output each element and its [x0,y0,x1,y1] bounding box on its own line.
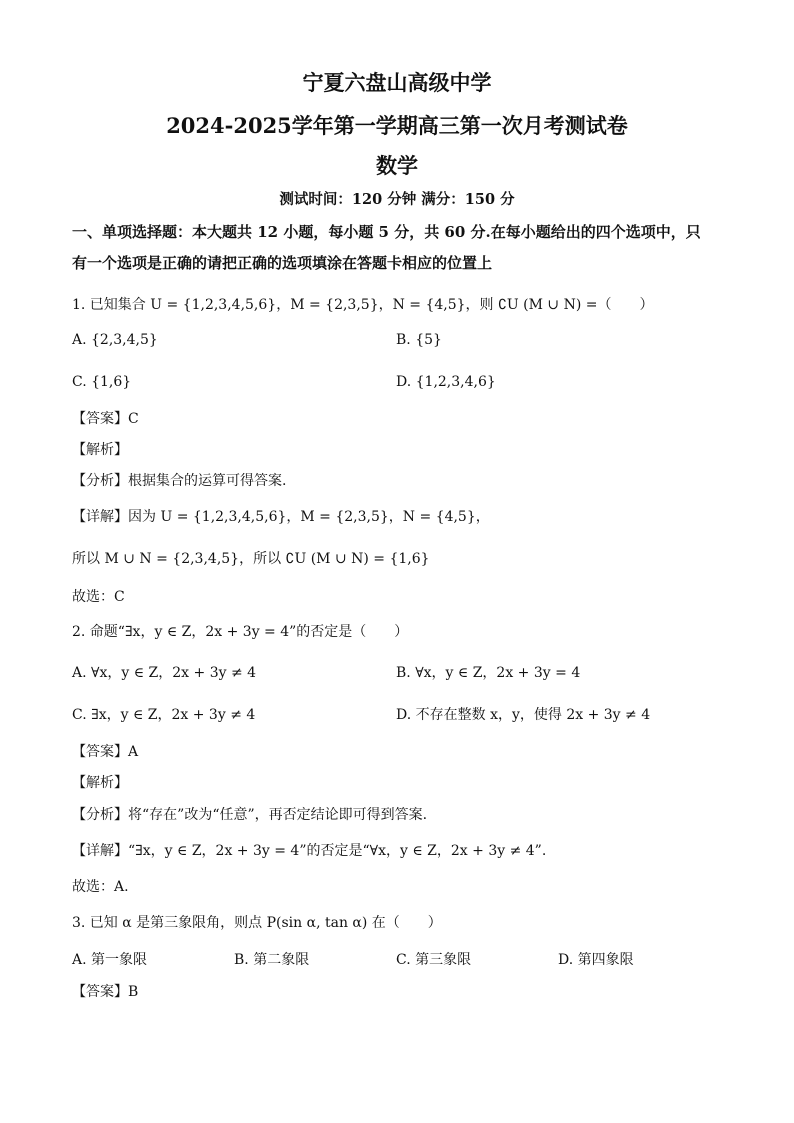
question-3-option-d: D. 第四象限 [558,952,634,968]
question-2-option-c: C. ∃x，y ∈ Z，2x + 3y ≠ 4 [72,707,256,723]
question-2-jiexi-label: 【解析】 [72,775,128,791]
question-1-answer: 【答案】C [72,411,139,427]
question-2-option-b: B. ∀x，y ∈ Z，2x + 3y = 4 [396,665,581,681]
question-2-option-d: D. 不存在整数 x，y，使得 2x + 3y ≠ 4 [396,707,651,723]
question-1-jiexi-label: 【解析】 [72,442,128,458]
question-3-option-c: C. 第三象限 [396,952,472,968]
question-3-option-b: B. 第二象限 [234,952,310,968]
question-2-stem: 2. 命题“∃x，y ∈ Z，2x + 3y = 4”的否定是（ ） [72,624,409,640]
question-1-option-d: D. {1,2,3,4,6} [396,374,496,390]
question-1-conclusion: 故选：C [72,589,125,605]
exam-title: 2024-2025学年第一学期高三第一次月考测试卷 [166,113,628,138]
section-heading-line2: 有一个选项是正确的请把正确的选项填涂在答题卡相应的位置上 [72,254,493,272]
question-2-answer: 【答案】A [72,744,139,760]
question-1-stem: 1. 已知集合 U = {1,2,3,4,5,6}，M = {2,3,5}，N = {4,5}，则 ∁U (M ∪ N) =（ ） [72,297,654,313]
question-1-detail: 【详解】因为 U = {1,2,3,4,5,6}，M = {2,3,5}，N = {4,5}， [72,509,490,525]
school-title: 宁夏六盘山高级中学 [302,70,492,95]
question-3-stem: 3. 已知 α 是第三象限角，则点 P(sin α, tan α) 在（ ） [72,915,442,931]
question-3-answer: 【答案】B [72,984,139,1000]
question-1-step: 所以 M ∪ N = {2,3,4,5}，所以 ∁U (M ∪ N) = {1,6} [72,551,430,567]
question-2-detail: 【详解】“∃x，y ∈ Z，2x + 3y = 4”的否定是“∀x，y ∈ Z，2x + 3y ≠ 4”. [72,843,547,859]
question-2-option-a: A. ∀x，y ∈ Z，2x + 3y ≠ 4 [72,665,257,681]
question-3-option-a: A. 第一象限 [72,952,148,968]
question-2-analysis: 【分析】将“存在”改为“任意”，再否定结论即可得到答案. [72,807,428,823]
question-1-analysis: 【分析】根据集合的运算可得答案. [72,473,287,489]
exam-meta: 测试时间：120 分钟 满分：150 分 [279,191,515,208]
question-1-option-b: B. {5} [396,332,442,348]
section-heading-line1: 一、单项选择题：本大题共 12 小题，每小题 5 分，共 60 分.在每小题给出的四个选项中，只 [72,223,701,241]
question-2-conclusion: 故选：A. [72,879,129,895]
subject-title: 数学 [376,153,418,178]
question-1-option-a: A. {2,3,4,5} [72,332,158,348]
question-1-option-c: C. {1,6} [72,374,132,390]
